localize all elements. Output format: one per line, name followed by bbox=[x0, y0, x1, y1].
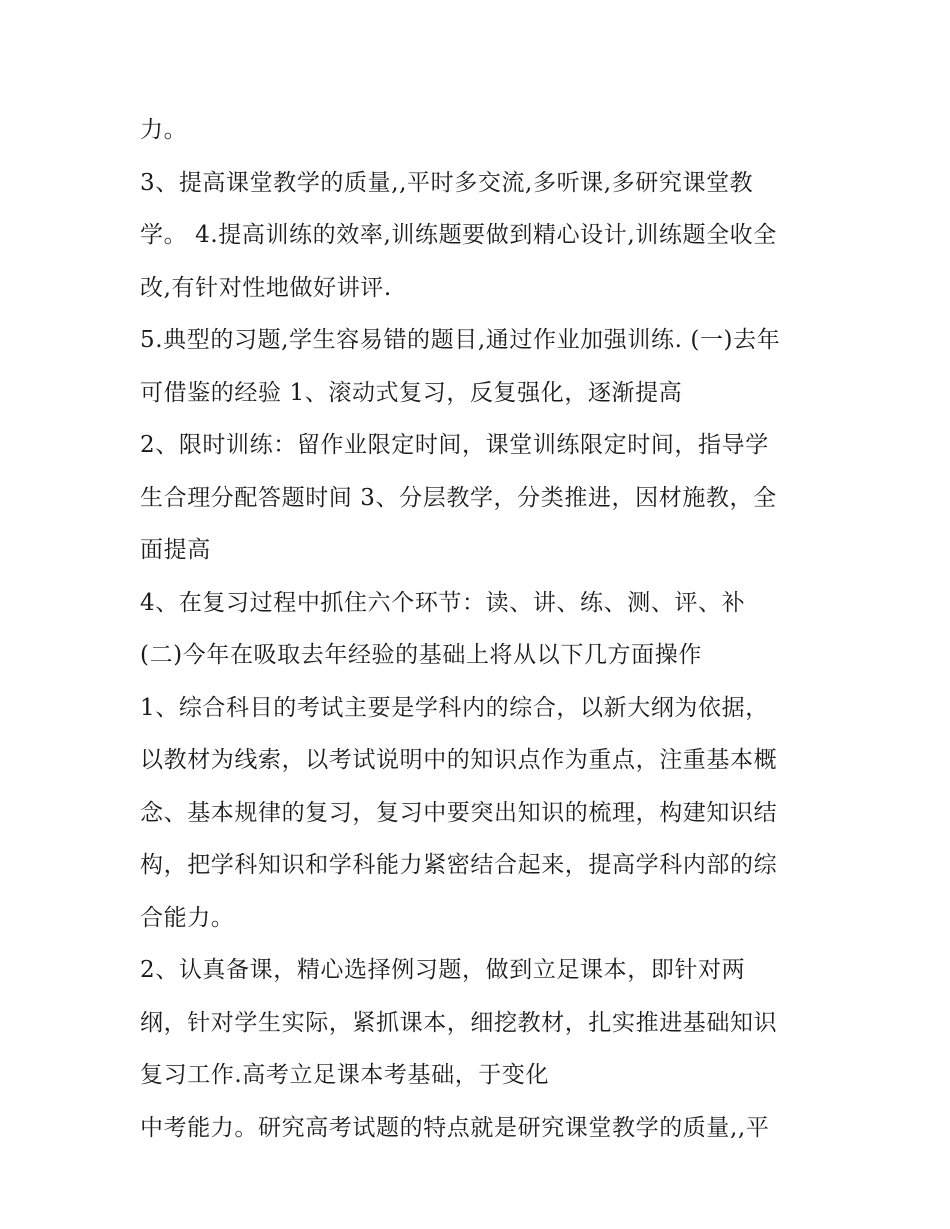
text-line: 3、提高课堂教学的质量,,平时多交流,多听课,多研究课堂教 bbox=[140, 169, 754, 196]
text-line: 2、认真备课，精心选择例习题，做到立足课本，即针对两 bbox=[140, 957, 746, 983]
text-line: 纲，针对学生实际，紧抓课本，细挖教材，扎实推进基础知识 bbox=[140, 1009, 778, 1036]
text-line: 构，把学科知识和学科能力紧密结合起来，提高学科内部的综 bbox=[140, 852, 778, 878]
text-line: 4、在复习过程中抓住六个环节：读、讲、练、测、评、补 bbox=[140, 589, 746, 616]
text-line: 可借鉴的经验 1、滚动式复习，反复强化，逐渐提高 bbox=[140, 379, 683, 406]
text-line: 学。 4.提高训练的效率,训练题要做到精心设计,训练题全收全 bbox=[140, 222, 777, 248]
document-body bbox=[140, 104, 830, 1154]
text-line: 改,有针对性地做好讲评. bbox=[140, 274, 392, 301]
text-line: 合能力。 bbox=[140, 904, 235, 931]
text-line: (二)今年在吸取去年经验的基础上将从以下几方面操作 bbox=[140, 642, 702, 668]
text-line: 中考能力。研究高考试题的特点就是研究课堂教学的质量,,平 bbox=[140, 1114, 770, 1141]
text-line: 念、基本规律的复习，复习中要突出知识的梳理，构建知识结 bbox=[140, 799, 778, 826]
text-line: 力。 bbox=[140, 117, 188, 143]
text-line: 2、限时训练：留作业限定时间，课堂训练限定时间，指导学 bbox=[140, 432, 769, 458]
text-line: 生合理分配答题时间 3、分层教学，分类推进，因材施教，全 bbox=[140, 484, 777, 511]
text-line: 面提高 bbox=[140, 537, 211, 563]
text-line: 1、综合科目的考试主要是学科内的综合，以新大纲为依据， bbox=[140, 694, 769, 721]
text-line: 以教材为线索，以考试说明中的知识点作为重点，注重基本概 bbox=[140, 747, 778, 773]
text-line: 5.典型的习题,学生容易错的题目,通过作业加强训练. (一)去年 bbox=[140, 327, 781, 353]
text-line: 复习工作.高考立足课本考基础，于变化 bbox=[140, 1062, 550, 1088]
